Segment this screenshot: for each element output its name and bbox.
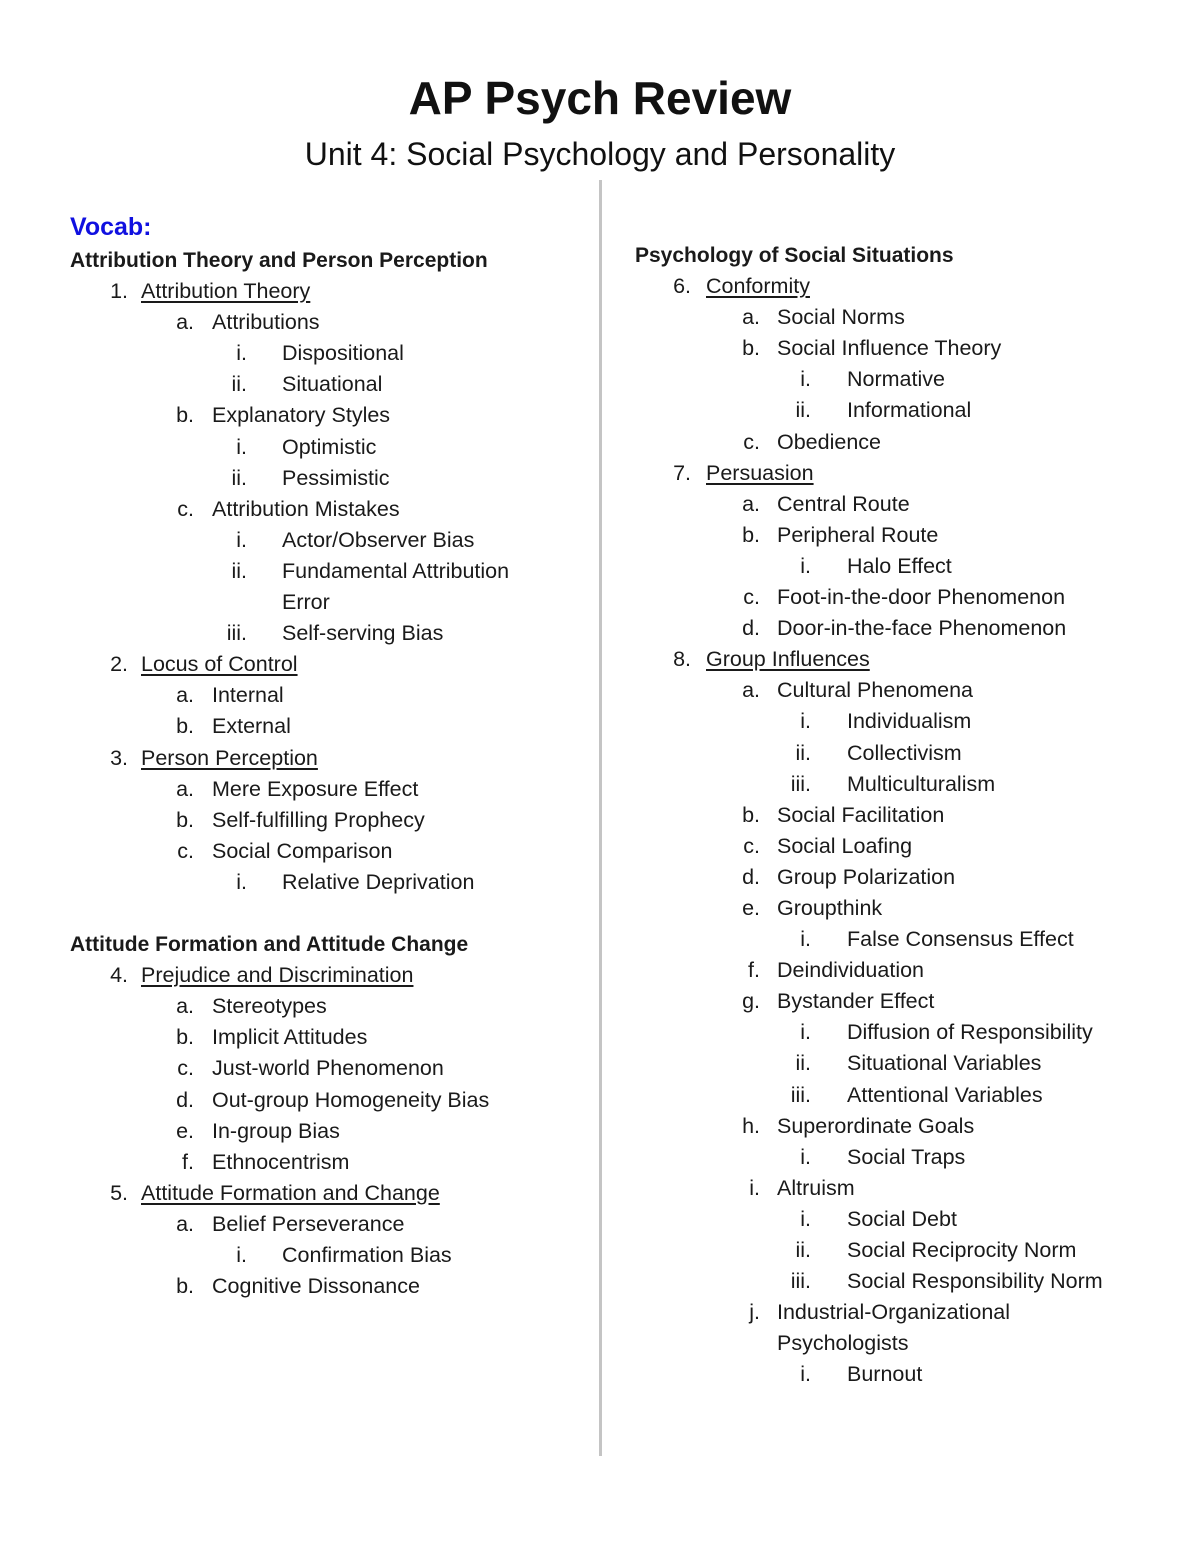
list-item-text: Locus of Control <box>141 652 298 677</box>
list-marker: i. <box>800 1144 811 1169</box>
outline-detail <box>70 525 570 556</box>
list-item-text: Social Debt <box>847 1206 957 1231</box>
list-item-text: Confirmation Bias <box>282 1243 452 1267</box>
list-item-text: Door-in-the-face Phenomenon <box>777 616 1067 641</box>
section-heading: Attribution Theory and Person Perception <box>70 249 488 272</box>
outline-detail <box>70 369 570 400</box>
section-heading: Attitude Formation and Attitude Change <box>70 933 469 957</box>
list-item-text: Multiculturalism <box>847 771 996 796</box>
list-item-text: Situational Variables <box>847 1051 1042 1076</box>
list-marker: g. <box>742 989 760 1014</box>
list-item-text: Fundamental Attribution <box>282 558 510 583</box>
list-marker: a. <box>176 776 194 801</box>
list-marker: c. <box>177 1056 194 1081</box>
outline-detail <box>70 618 570 649</box>
list-marker: ii. <box>231 372 247 397</box>
list-marker: a. <box>176 683 194 708</box>
outline-detail <box>635 738 1165 769</box>
list-item-text: Obedience <box>777 429 881 454</box>
list-marker: iii. <box>790 1082 811 1107</box>
list-marker: b. <box>742 802 760 827</box>
list-marker: a. <box>176 994 194 1019</box>
outline-topic <box>635 644 1165 675</box>
list-item-text: Foot-in-the-door Phenomenon <box>777 585 1066 610</box>
outline-detail <box>70 1240 570 1271</box>
list-marker: c. <box>743 429 760 454</box>
list-marker: ii. <box>231 465 247 490</box>
list-item-text: Social Facilitation <box>777 802 945 827</box>
list-marker: b. <box>176 1025 194 1050</box>
list-item-text: Halo Effect <box>847 553 952 578</box>
list-marker: i. <box>800 553 811 578</box>
outline-detail <box>635 1235 1165 1266</box>
list-item-text: External <box>212 714 291 739</box>
list-item-text: Person Perception <box>141 745 318 770</box>
outline-subtopic <box>70 1147 570 1178</box>
outline-subtopic <box>70 680 570 711</box>
list-item-text: Social Comparison <box>212 838 393 863</box>
outline-topic <box>70 960 570 991</box>
outline-subtopic <box>70 307 570 338</box>
list-marker: i. <box>800 1362 811 1387</box>
list-item-text: Just-world Phenomenon <box>212 1056 444 1081</box>
list-marker: iii. <box>790 1269 811 1294</box>
list-marker: d. <box>742 864 760 889</box>
outline-detail <box>635 1080 1165 1111</box>
list-item-text: Peripheral Route <box>777 522 939 547</box>
list-marker: i. <box>236 341 247 366</box>
outline-detail <box>635 1359 1165 1390</box>
outline-detail <box>70 463 570 494</box>
list-marker: 2. <box>110 652 128 677</box>
list-item-text: In-group Bias <box>212 1118 340 1143</box>
outline-subtopic <box>635 675 1165 706</box>
list-marker: c. <box>743 585 760 610</box>
outline-topic <box>635 458 1165 489</box>
list-item-text: Stereotypes <box>212 994 327 1019</box>
list-marker: iii. <box>790 771 811 796</box>
list-item-text: Diffusion of Responsibility <box>847 1020 1093 1045</box>
list-marker: a. <box>176 310 194 335</box>
list-item-text: Group Influences <box>706 647 870 672</box>
list-marker: 4. <box>110 963 128 988</box>
list-marker: f. <box>182 1149 194 1174</box>
outline-subtopic <box>635 986 1165 1017</box>
page-subtitle: Unit 4: Social Psychology and Personality <box>304 136 896 172</box>
outline-subtopic <box>70 774 570 805</box>
outline-subtopic <box>635 1111 1165 1142</box>
outline-detail <box>635 1266 1165 1297</box>
list-marker: i. <box>236 869 247 894</box>
list-marker: c. <box>177 496 194 521</box>
outline-subtopic <box>70 711 570 742</box>
outline-subtopic <box>635 613 1165 644</box>
list-marker: b. <box>742 522 760 547</box>
outline-subtopic <box>635 1297 1165 1359</box>
list-marker: 1. <box>110 279 128 304</box>
outline-topic <box>70 649 570 680</box>
list-marker: e. <box>742 895 760 920</box>
list-marker: h. <box>742 1113 760 1138</box>
list-item-text: Belief Perseverance <box>212 1211 405 1236</box>
outline-topic <box>70 276 570 307</box>
list-item-text: Superordinate Goals <box>777 1113 975 1138</box>
list-marker: ii. <box>231 558 247 583</box>
left-column <box>70 209 570 1302</box>
list-marker: i. <box>800 367 811 392</box>
list-item-text: Pessimistic <box>282 465 390 490</box>
outline-subtopic <box>635 489 1165 520</box>
list-item-text: Prejudice and Discrimination <box>141 963 414 988</box>
outline-subtopic <box>635 893 1165 924</box>
page-title: AP Psych Review <box>408 72 792 124</box>
outline-subtopic <box>635 831 1165 862</box>
list-marker: i. <box>800 1206 811 1231</box>
outline-subtopic <box>635 1173 1165 1204</box>
outline-detail <box>635 1142 1165 1173</box>
outline-subtopic <box>70 836 570 867</box>
list-marker: 8. <box>673 647 691 672</box>
outline-subtopic <box>70 494 570 525</box>
list-marker: i. <box>749 1175 760 1200</box>
outline-subtopic <box>70 1209 570 1240</box>
list-item-text: Group Polarization <box>777 864 956 889</box>
outline-detail <box>70 338 570 369</box>
outline-subtopic <box>635 800 1165 831</box>
outline-subtopic <box>70 1053 570 1084</box>
list-item-text: Collectivism <box>847 740 962 765</box>
list-marker: d. <box>176 1087 194 1112</box>
right-column <box>635 240 1165 1390</box>
outline-subtopic <box>635 302 1165 333</box>
outline-subtopic <box>70 1271 570 1302</box>
list-marker: i. <box>236 1243 247 1267</box>
list-item-text: Altruism <box>777 1175 855 1200</box>
list-item-text: Industrial-Organizational <box>777 1300 1011 1325</box>
list-marker: b. <box>742 336 760 361</box>
list-item-text: Bystander Effect <box>777 989 935 1014</box>
outline-detail <box>635 924 1165 955</box>
list-item-text: Informational <box>847 398 972 423</box>
vocab-heading: Vocab: <box>70 213 152 241</box>
list-marker: c. <box>177 838 194 863</box>
list-marker: i. <box>236 434 247 459</box>
list-item-text: Central Route <box>777 491 910 516</box>
outline-subtopic <box>635 333 1165 364</box>
outline-detail <box>635 706 1165 737</box>
outline-subtopic <box>70 991 570 1022</box>
list-item-text: Groupthink <box>777 895 883 920</box>
list-item-text: Self-fulfilling Prophecy <box>212 807 425 832</box>
outline-topic <box>70 743 570 774</box>
outline-subtopic <box>70 1022 570 1053</box>
list-item-text: Persuasion <box>706 460 814 485</box>
list-marker: d. <box>742 616 760 641</box>
list-marker: f. <box>748 958 760 983</box>
outline-topic <box>635 271 1165 302</box>
list-item-text: Social Reciprocity Norm <box>847 1238 1077 1262</box>
outline-subtopic <box>635 955 1165 986</box>
list-item-text: Social Responsibility Norm <box>847 1269 1103 1294</box>
list-item-text-continued: Error <box>282 590 330 615</box>
list-marker: a. <box>176 1211 194 1236</box>
list-marker: 5. <box>110 1180 128 1205</box>
list-marker: 3. <box>110 745 128 770</box>
list-marker: b. <box>176 714 194 739</box>
list-item-text: Burnout <box>847 1362 923 1387</box>
list-item-text: Optimistic <box>282 434 377 459</box>
list-marker: ii. <box>795 1051 811 1076</box>
list-marker: i. <box>236 527 247 552</box>
outline-subtopic <box>70 1116 570 1147</box>
list-marker: j. <box>749 1300 760 1325</box>
outline-subtopic <box>635 427 1165 458</box>
list-item-text: Explanatory Styles <box>212 403 391 428</box>
list-marker: i. <box>800 927 811 952</box>
list-marker: c. <box>743 833 760 858</box>
list-item-text-continued: Psychologists <box>777 1331 909 1356</box>
list-item-text: Self-serving Bias <box>282 621 444 646</box>
list-item-text: Normative <box>847 367 945 392</box>
list-marker: a. <box>742 491 760 516</box>
list-item-text: Internal <box>212 683 284 708</box>
list-marker: b. <box>176 807 194 832</box>
list-item-text: Implicit Attitudes <box>212 1025 368 1050</box>
list-item-text: Cultural Phenomena <box>777 678 974 703</box>
list-marker: 6. <box>673 274 691 299</box>
outline-subtopic <box>70 400 570 431</box>
list-marker: b. <box>176 403 194 428</box>
outline-subtopic <box>70 1085 570 1116</box>
outline-detail <box>635 364 1165 395</box>
list-item-text: Social Loafing <box>777 833 913 858</box>
list-item-text: False Consensus Effect <box>847 927 1074 952</box>
list-marker: 7. <box>673 460 691 485</box>
list-item-text: Social Influence Theory <box>777 336 1002 361</box>
outline-detail <box>635 769 1165 800</box>
list-marker: iii. <box>226 621 247 646</box>
list-marker: ii. <box>795 1238 811 1262</box>
section-heading: Psychology of Social Situations <box>635 244 954 267</box>
list-item-text: Attributions <box>212 310 320 335</box>
section-spacer <box>70 898 570 929</box>
list-item-text: Conformity <box>706 274 810 299</box>
outline-detail <box>70 556 570 618</box>
list-item-text: Attribution Theory <box>141 279 311 304</box>
list-marker: i. <box>800 1020 811 1045</box>
list-item-text: Attentional Variables <box>847 1082 1043 1107</box>
list-item-text: Attribution Mistakes <box>212 496 400 521</box>
list-marker: ii. <box>795 398 811 423</box>
list-item-text: Situational <box>282 372 383 397</box>
list-marker: ii. <box>795 740 811 765</box>
outline-detail <box>635 1048 1165 1079</box>
list-item-text: Actor/Observer Bias <box>282 527 475 552</box>
list-item-text: Social Traps <box>847 1144 966 1169</box>
list-marker: e. <box>176 1118 194 1143</box>
list-item-text: Attitude Formation and Change <box>141 1180 440 1205</box>
list-item-text: Out-group Homogeneity Bias <box>212 1087 490 1112</box>
list-item-text: Ethnocentrism <box>212 1149 350 1174</box>
outline-detail <box>70 432 570 463</box>
list-marker: a. <box>742 678 760 703</box>
list-item-text: Deindividuation <box>777 958 925 983</box>
list-marker: i. <box>800 709 811 734</box>
list-item-text: Mere Exposure Effect <box>212 776 419 801</box>
outline-subtopic <box>635 862 1165 893</box>
outline-detail <box>70 867 570 898</box>
outline-detail <box>635 1017 1165 1048</box>
outline-topic <box>70 1178 570 1209</box>
outline-subtopic <box>70 805 570 836</box>
outline-detail <box>635 395 1165 426</box>
outline-subtopic <box>635 520 1165 551</box>
list-item-text: Social Norms <box>777 305 905 330</box>
list-item-text: Individualism <box>847 709 972 734</box>
list-item-text: Dispositional <box>282 341 404 366</box>
column-divider <box>599 180 602 1456</box>
outline-detail <box>635 1204 1165 1235</box>
list-item-text: Relative Deprivation <box>282 869 475 894</box>
list-marker: b. <box>176 1274 194 1299</box>
list-marker: a. <box>742 305 760 330</box>
outline-subtopic <box>635 582 1165 613</box>
list-item-text: Cognitive Dissonance <box>212 1274 420 1299</box>
outline-detail <box>635 551 1165 582</box>
